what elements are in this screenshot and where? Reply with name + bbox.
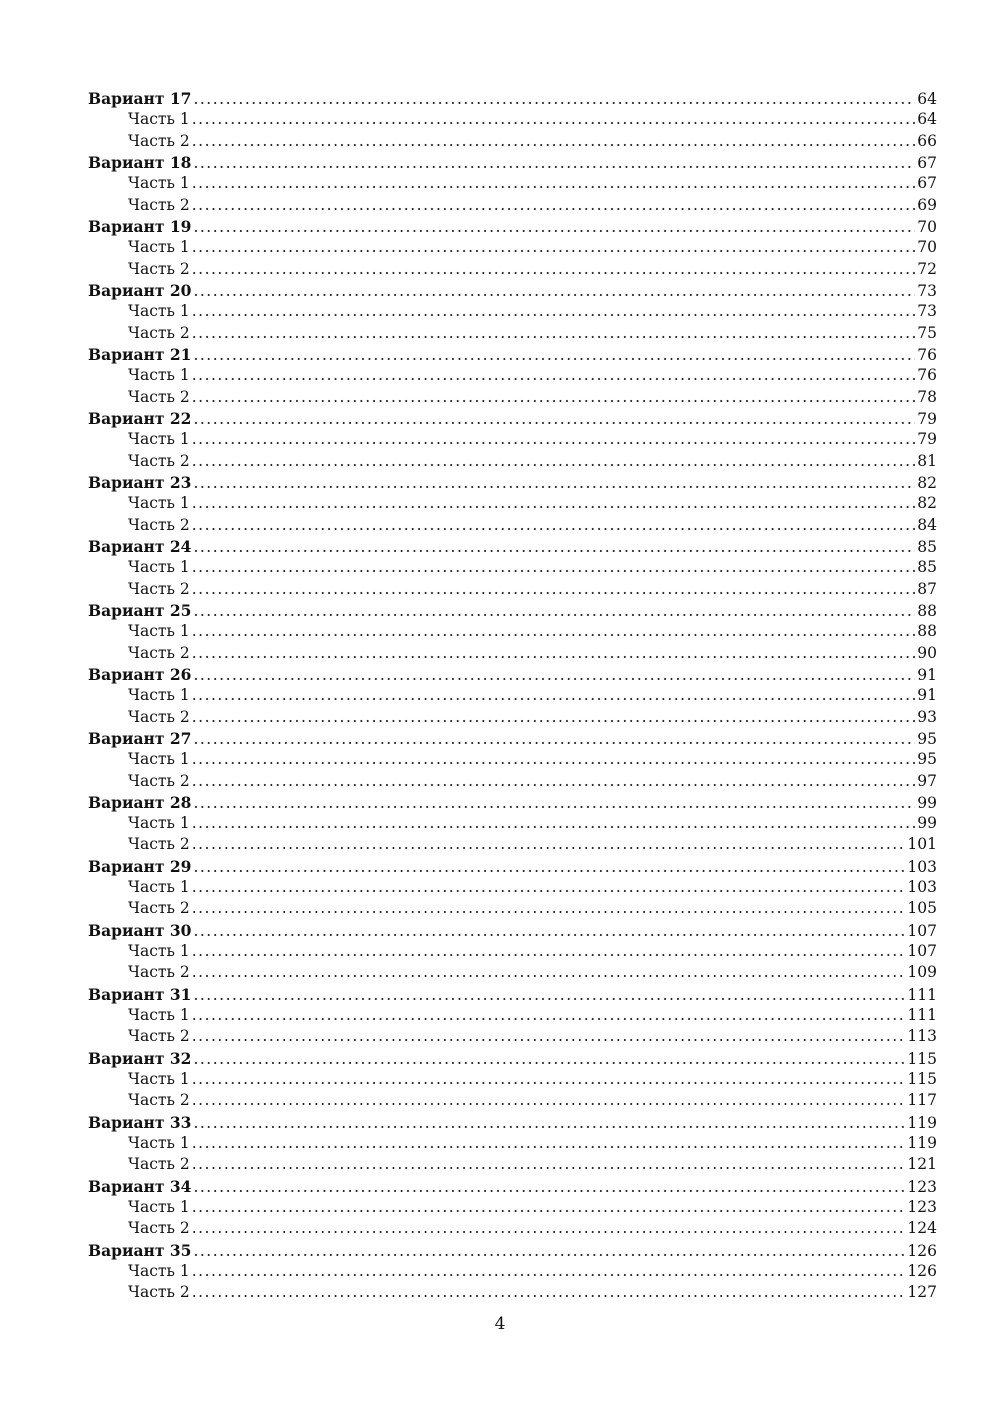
- toc-entry-page: 97: [917, 771, 937, 790]
- toc-entry-label: Часть 2: [128, 1027, 190, 1046]
- toc-entry-page: 127: [907, 1283, 937, 1302]
- toc-entry-part: [88, 1090, 937, 1111]
- dot-leader: [193, 537, 915, 558]
- dot-leader: [193, 729, 915, 750]
- toc-entry-label: Вариант 18: [88, 152, 192, 172]
- dot-leader: [193, 1049, 905, 1070]
- dot-leader: [193, 153, 915, 174]
- toc-entry-label: Часть 1: [128, 1070, 190, 1089]
- toc-entry-label: Вариант 35: [88, 1240, 192, 1260]
- dot-leader: [192, 237, 916, 258]
- toc-entry-part: [88, 1069, 937, 1090]
- toc-entry-page: 67: [917, 174, 937, 193]
- dot-leader: [192, 365, 916, 386]
- toc-entry-label: Вариант 19: [88, 216, 192, 236]
- toc-entry-label: Часть 2: [128, 131, 190, 150]
- toc-entry-variant: [88, 792, 937, 813]
- toc-entry-part: [88, 237, 937, 258]
- dot-leader: [193, 345, 915, 366]
- toc-entry-label: Часть 1: [128, 558, 190, 577]
- toc-entry-variant: [88, 856, 937, 877]
- toc-entry-page: 66: [917, 131, 937, 150]
- toc-entry-page: 76: [917, 345, 937, 364]
- toc-entry-label: Часть 1: [128, 1006, 190, 1025]
- toc-entry-label: Часть 2: [128, 451, 190, 470]
- toc-entry-variant: [88, 600, 937, 621]
- dot-leader: [192, 1026, 906, 1047]
- dot-leader: [192, 173, 916, 194]
- dot-leader: [192, 834, 906, 855]
- toc-entry-page: 119: [907, 1134, 937, 1153]
- toc-entry-part: [88, 643, 937, 664]
- dot-leader: [192, 941, 906, 962]
- toc-entry-page: 82: [917, 494, 937, 513]
- toc-entry-variant: [88, 664, 937, 685]
- toc-entry-part: [88, 813, 937, 834]
- toc-entry-part: [88, 962, 937, 983]
- toc-entry-part: [88, 131, 937, 152]
- dot-leader: [193, 281, 915, 302]
- page-number: 4: [494, 1314, 506, 1334]
- toc-entry-part: [88, 1005, 937, 1026]
- dot-leader: [192, 301, 916, 322]
- dot-leader: [192, 451, 916, 472]
- toc-entry-label: Вариант 29: [88, 856, 192, 876]
- toc-entry-page: 70: [917, 217, 937, 236]
- toc-entry-label: Часть 2: [128, 835, 190, 854]
- toc-entry-label: Вариант 27: [88, 728, 192, 748]
- toc-entry-label: Вариант 33: [88, 1112, 192, 1132]
- toc-entry-part: [88, 621, 937, 642]
- dot-leader: [193, 1241, 905, 1262]
- toc-entry-page: 79: [917, 409, 937, 428]
- dot-leader: [192, 579, 916, 600]
- toc-entry-label: Часть 2: [128, 323, 190, 342]
- toc-entry-label: Вариант 22: [88, 408, 192, 428]
- dot-leader: [192, 1197, 906, 1218]
- toc-entry-label: Часть 1: [128, 494, 190, 513]
- toc-entry-page: 67: [917, 153, 937, 172]
- toc-entry-label: Часть 1: [128, 942, 190, 961]
- toc-entry-label: Часть 1: [128, 366, 190, 385]
- toc-entry-part: [88, 387, 937, 408]
- toc-entry-label: Часть 1: [128, 174, 190, 193]
- dot-leader: [193, 857, 905, 878]
- toc-entry-label: Часть 1: [128, 238, 190, 257]
- toc-entry-label: Вариант 24: [88, 536, 192, 556]
- dot-leader: [192, 1154, 906, 1175]
- toc-entry-page: 85: [917, 537, 937, 556]
- dot-leader: [192, 1282, 906, 1303]
- toc-entry-page: 126: [907, 1241, 937, 1260]
- dot-leader: [192, 621, 916, 642]
- dot-leader: [192, 259, 916, 280]
- toc-entry-page: 123: [907, 1177, 937, 1196]
- toc-entry-page: 103: [907, 878, 937, 897]
- table-of-contents: [88, 88, 937, 1304]
- toc-entry-label: Часть 1: [128, 878, 190, 897]
- toc-entry-part: [88, 834, 937, 855]
- dot-leader: [192, 195, 916, 216]
- toc-entry-page: 70: [917, 238, 937, 257]
- toc-entry-part: [88, 707, 937, 728]
- toc-entry-page: 105: [907, 899, 937, 918]
- toc-entry-label: Вариант 23: [88, 472, 192, 492]
- dot-leader: [192, 1069, 906, 1090]
- toc-entry-page: 101: [907, 835, 937, 854]
- toc-entry-page: 82: [917, 473, 937, 492]
- toc-entry-page: 115: [907, 1049, 937, 1068]
- dot-leader: [192, 771, 916, 792]
- toc-entry-page: 79: [917, 430, 937, 449]
- toc-entry-label: Вариант 26: [88, 664, 192, 684]
- toc-entry-variant: [88, 728, 937, 749]
- dot-leader: [192, 643, 916, 664]
- toc-entry-part: [88, 323, 937, 344]
- toc-entry-label: Часть 1: [128, 622, 190, 641]
- toc-entry-part: [88, 1282, 937, 1303]
- toc-entry-page: 73: [917, 281, 937, 300]
- toc-entry-page: 117: [907, 1091, 937, 1110]
- toc-entry-variant: [88, 1240, 937, 1261]
- dot-leader: [192, 1090, 906, 1111]
- toc-entry-label: Часть 2: [128, 963, 190, 982]
- dot-leader: [192, 898, 906, 919]
- toc-entry-part: [88, 365, 937, 386]
- toc-entry-page: 73: [917, 302, 937, 321]
- dot-leader: [192, 813, 916, 834]
- toc-entry-page: 123: [907, 1198, 937, 1217]
- toc-entry-part: [88, 1218, 937, 1239]
- toc-entry-page: 99: [917, 793, 937, 812]
- toc-entry-page: 87: [917, 579, 937, 598]
- toc-entry-page: 124: [907, 1219, 937, 1238]
- dot-leader: [193, 217, 915, 238]
- toc-entry-label: Часть 2: [128, 1155, 190, 1174]
- toc-entry-part: [88, 515, 937, 536]
- toc-entry-page: 90: [917, 643, 937, 662]
- toc-entry-part: [88, 195, 937, 216]
- dot-leader: [193, 1113, 905, 1134]
- toc-entry-label: Вариант 28: [88, 792, 192, 812]
- toc-entry-variant: [88, 920, 937, 941]
- toc-entry-page: 64: [917, 110, 937, 129]
- toc-entry-part: [88, 685, 937, 706]
- dot-leader: [193, 793, 915, 814]
- toc-entry-page: 64: [917, 90, 937, 108]
- toc-entry-label: Часть 1: [128, 110, 190, 129]
- dot-leader: [193, 665, 915, 686]
- toc-entry-page: 76: [917, 366, 937, 385]
- toc-entry-label: Часть 1: [128, 750, 190, 769]
- dot-leader: [192, 429, 916, 450]
- dot-leader: [193, 1177, 905, 1198]
- dot-leader: [192, 877, 906, 898]
- toc-entry-label: Вариант 34: [88, 1176, 192, 1196]
- toc-entry-page: 111: [907, 1006, 937, 1025]
- toc-entry-page: 69: [917, 195, 937, 214]
- toc-entry-part: [88, 1154, 937, 1175]
- toc-entry-page: 107: [907, 942, 937, 961]
- toc-entry-part: [88, 877, 937, 898]
- toc-entry-page: 88: [917, 601, 937, 620]
- toc-entry-part: [88, 173, 937, 194]
- toc-entry-variant: [88, 1176, 937, 1197]
- dot-leader: [193, 473, 915, 494]
- toc-entry-label: Часть 2: [128, 195, 190, 214]
- dot-leader: [192, 109, 916, 130]
- toc-entry-label: Часть 2: [128, 387, 190, 406]
- toc-entry-page: 91: [917, 665, 937, 684]
- toc-entry-label: Вариант 25: [88, 600, 192, 620]
- toc-entry-part: [88, 493, 937, 514]
- toc-entry-label: Часть 2: [128, 259, 190, 278]
- toc-entry-label: Часть 2: [128, 1219, 190, 1238]
- dot-leader: [193, 409, 915, 430]
- toc-entry-page: 111: [907, 985, 937, 1004]
- dot-leader: [192, 1261, 906, 1282]
- toc-entry-variant: [88, 1048, 937, 1069]
- toc-entry-label: Часть 1: [128, 1134, 190, 1153]
- toc-entry-label: Часть 2: [128, 771, 190, 790]
- toc-entry-label: Вариант 31: [88, 984, 192, 1004]
- dot-leader: [192, 387, 916, 408]
- toc-entry-page: 103: [907, 857, 937, 876]
- toc-entry-part: [88, 898, 937, 919]
- dot-leader: [192, 323, 916, 344]
- dot-leader: [193, 921, 905, 942]
- toc-entry-page: 126: [907, 1262, 937, 1281]
- toc-entry-variant: [88, 408, 937, 429]
- toc-entry-page: 81: [917, 451, 937, 470]
- toc-entry-page: 119: [907, 1113, 937, 1132]
- toc-entry-label: Часть 1: [128, 302, 190, 321]
- dot-leader: [193, 89, 915, 110]
- toc-entry-part: [88, 259, 937, 280]
- toc-entry-variant: [88, 984, 937, 1005]
- toc-entry-part: [88, 941, 937, 962]
- toc-entry-label: Вариант 21: [88, 344, 192, 364]
- toc-entry-variant: [88, 280, 937, 301]
- dot-leader: [192, 1133, 906, 1154]
- dot-leader: [192, 707, 916, 728]
- toc-entry-variant: [88, 472, 937, 493]
- dot-leader: [192, 749, 916, 770]
- toc-entry-label: Часть 2: [128, 579, 190, 598]
- dot-leader: [193, 985, 905, 1006]
- toc-entry-part: [88, 1197, 937, 1218]
- toc-entry-part: [88, 109, 937, 130]
- toc-entry-part: [88, 1261, 937, 1282]
- toc-entry-page: 93: [917, 707, 937, 726]
- toc-entry-variant: [88, 344, 937, 365]
- dot-leader: [193, 601, 915, 622]
- toc-entry-part: [88, 429, 937, 450]
- toc-entry-page: 72: [917, 259, 937, 278]
- toc-entry-part: [88, 301, 937, 322]
- toc-entry-label: Часть 2: [128, 643, 190, 662]
- toc-entry-page: 95: [917, 729, 937, 748]
- toc-entry-variant: [88, 152, 937, 173]
- dot-leader: [192, 1218, 906, 1239]
- toc-entry-variant: [88, 216, 937, 237]
- dot-leader: [192, 1005, 906, 1026]
- toc-entry-label: Вариант 20: [88, 280, 192, 300]
- toc-entry-label: Часть 2: [128, 1283, 190, 1302]
- toc-entry-page: 95: [917, 750, 937, 769]
- dot-leader: [192, 515, 916, 536]
- toc-entry-label: Часть 2: [128, 515, 190, 534]
- toc-entry-part: [88, 1026, 937, 1047]
- dot-leader: [192, 493, 916, 514]
- toc-entry-label: Часть 1: [128, 686, 190, 705]
- toc-entry-page: 121: [907, 1155, 937, 1174]
- toc-entry-label: Часть 2: [128, 707, 190, 726]
- toc-entry-label: Вариант 17: [88, 89, 192, 108]
- toc-entry-label: Часть 1: [128, 1198, 190, 1217]
- dot-leader: [192, 557, 916, 578]
- toc-entry-variant: [88, 1112, 937, 1133]
- toc-entry-label: Часть 1: [128, 430, 190, 449]
- toc-entry-part: [88, 579, 937, 600]
- toc-entry-label: Часть 1: [128, 1262, 190, 1281]
- toc-entry-page: 85: [917, 558, 937, 577]
- toc-entry-page: 107: [907, 921, 937, 940]
- toc-entry-part: [88, 1133, 937, 1154]
- toc-entry-label: Часть 2: [128, 1091, 190, 1110]
- toc-entry-page: 115: [907, 1070, 937, 1089]
- toc-entry-page: 91: [917, 686, 937, 705]
- toc-entry-part: [88, 749, 937, 770]
- toc-entry-part: [88, 451, 937, 472]
- toc-entry-page: 113: [907, 1027, 937, 1046]
- toc-entry-variant: [88, 536, 937, 557]
- toc-entry-part: [88, 771, 937, 792]
- toc-entry-page: 88: [917, 622, 937, 641]
- toc-entry-page: 78: [917, 387, 937, 406]
- toc-entry-page: 84: [917, 515, 937, 534]
- toc-entry-label: Часть 1: [128, 814, 190, 833]
- dot-leader: [192, 685, 916, 706]
- toc-entry-part: [88, 557, 937, 578]
- toc-entry-label: Вариант 30: [88, 920, 192, 940]
- dot-leader: [192, 962, 906, 983]
- toc-entry-label: Вариант 32: [88, 1048, 192, 1068]
- toc-entry-label: Часть 2: [128, 899, 190, 918]
- toc-entry-page: 109: [907, 963, 937, 982]
- dot-leader: [192, 131, 916, 152]
- toc-entry-page: 75: [917, 323, 937, 342]
- toc-entry-page: 99: [917, 814, 937, 833]
- toc-entry-variant: [88, 88, 937, 109]
